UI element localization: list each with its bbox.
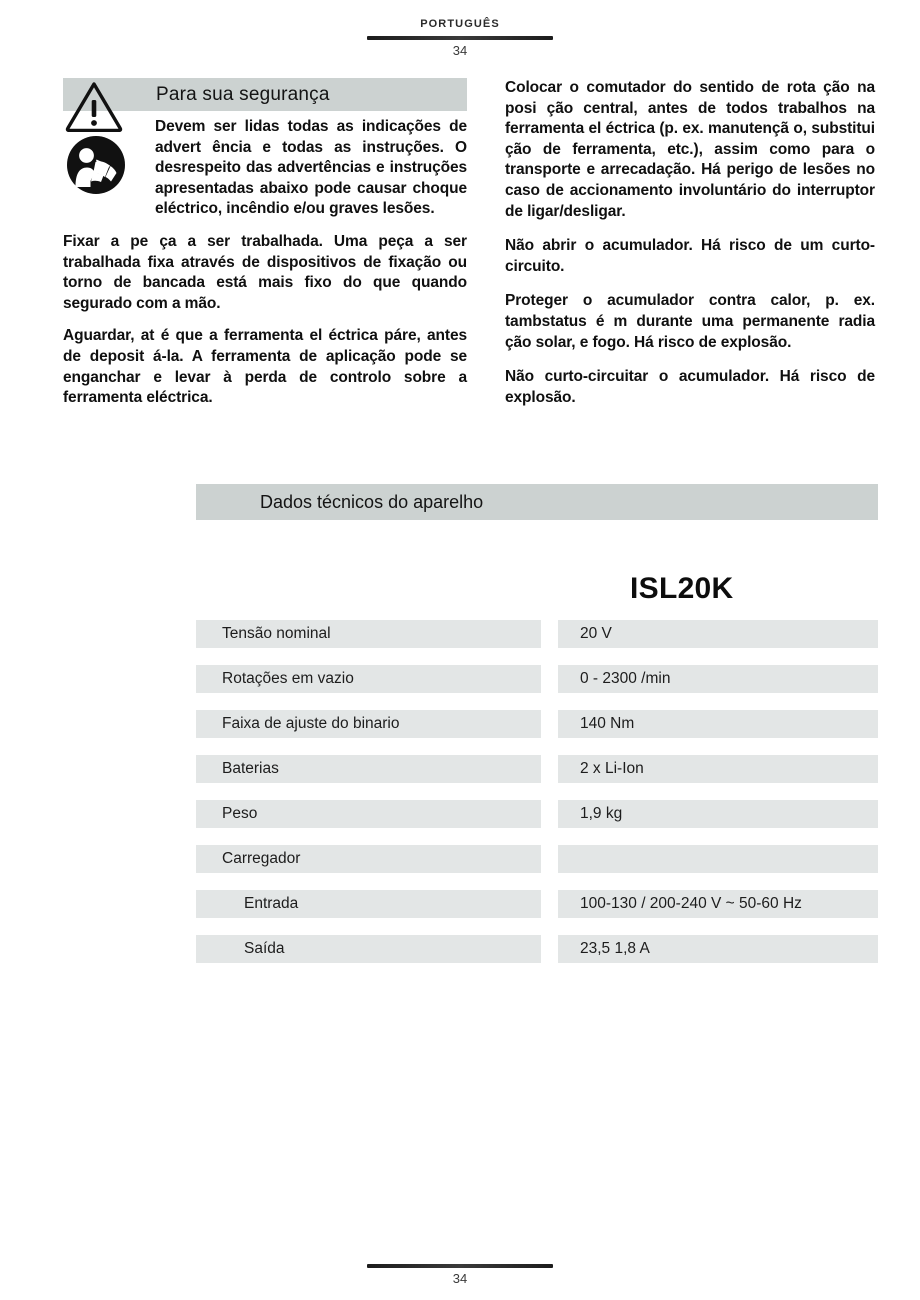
spec-row [196, 800, 878, 828]
spec-value: 23,5 1,8 A [558, 935, 878, 963]
warning-triangle-icon [65, 80, 123, 132]
spec-column-gap [541, 665, 558, 693]
spec-row [196, 665, 878, 693]
spec-value: 1,9 kg [558, 800, 878, 828]
spec-value: 0 - 2300 /min [558, 665, 878, 693]
left-paragraph-1: Fixar a pe ça a ser trabalhada. Uma peça a ser trabalhada fixa através de dispositivos de fixação ou torno de bancada está mais fixo do que quando segurado com a mão. [63, 233, 467, 312]
spec-column-gap [541, 710, 558, 738]
read-manual-icon [66, 135, 126, 195]
safety-heading-title: Para sua segurança [156, 84, 330, 105]
spec-column-gap [541, 755, 558, 783]
language-label: PORTUGUÊS [420, 18, 500, 30]
header-page-number: 34 [452, 43, 468, 58]
specification-table [196, 620, 878, 963]
spec-label: Baterias [196, 755, 541, 783]
technical-data-title: Dados técnicos do aparelho [260, 492, 484, 512]
spec-row [196, 755, 878, 783]
spec-row [196, 710, 878, 738]
model-name: ISL20K [630, 572, 734, 605]
page-header [0, 18, 920, 58]
spec-row [196, 620, 878, 648]
spec-value: 100-130 / 200-240 V ~ 50-60 Hz [558, 890, 878, 918]
spec-column-gap [541, 620, 558, 648]
page-footer [0, 1264, 920, 1286]
technical-data-section [196, 484, 878, 963]
spec-row [196, 935, 878, 963]
spec-label: Rotações em vazio [196, 665, 541, 693]
spec-column-gap [541, 935, 558, 963]
spec-value: 2 x Li-Ion [558, 755, 878, 783]
right-paragraph-2: Não abrir o acumulador. Há risco de um curto-circuito. [505, 237, 875, 275]
spec-label: Faixa de ajuste do binario [196, 710, 541, 738]
spec-column-gap [541, 800, 558, 828]
spec-value: 20 V [558, 620, 878, 648]
left-text-column [63, 78, 467, 409]
right-paragraph-1: Colocar o comutador do sentido de rota ção na posi ção central, antes de todos trabalhos na ferramenta el éctrica (p. ex. manutençã o, substitui ção de ferramenta, etc.), assim como para o transporte e arrecadação. Há perigo de lesões no caso de accionamento involuntário do interruptor de ligar/desligar. [505, 79, 875, 220]
right-paragraph-3: Proteger o acumulador contra calor, p. ex. tambstatus é m durante uma permanente radia ção solar, e fogo. Há risco de explosão. [505, 292, 875, 351]
spec-label: Peso [196, 800, 541, 828]
technical-data-banner [196, 484, 878, 520]
spec-value [558, 845, 878, 873]
footer-divider [367, 1264, 553, 1268]
spec-value: 140 Nm [558, 710, 878, 738]
left-paragraph-2: Aguardar, at é que a ferramenta el éctrica páre, antes de deposit á-la. A ferramenta de aplicação pode se enganchar e levar à perda de controlo sobre a ferramenta eléctrica. [63, 327, 467, 407]
safety-lead-paragraph: Devem ser lidas todas as indicações de advert ência e todas as instruções. O desrespeito das advertências e instruções apresentadas abaixo pode causar choque eléctrico, incêndio e/ou graves lesões. [155, 118, 467, 218]
spec-row [196, 890, 878, 918]
right-text-column [505, 78, 875, 409]
spec-column-gap [541, 845, 558, 873]
right-paragraph-4: Não curto-circuitar o acumulador. Há risco de explosão. [505, 368, 875, 406]
header-divider [367, 36, 553, 40]
spec-label: Entrada [196, 890, 541, 918]
safety-heading-banner [63, 78, 467, 111]
footer-page-number: 34 [452, 1271, 468, 1286]
spec-label: Carregador [196, 845, 541, 873]
spec-label: Saída [196, 935, 541, 963]
spec-column-gap [541, 890, 558, 918]
spec-label: Tensão nominal [196, 620, 541, 648]
spec-row [196, 845, 878, 873]
